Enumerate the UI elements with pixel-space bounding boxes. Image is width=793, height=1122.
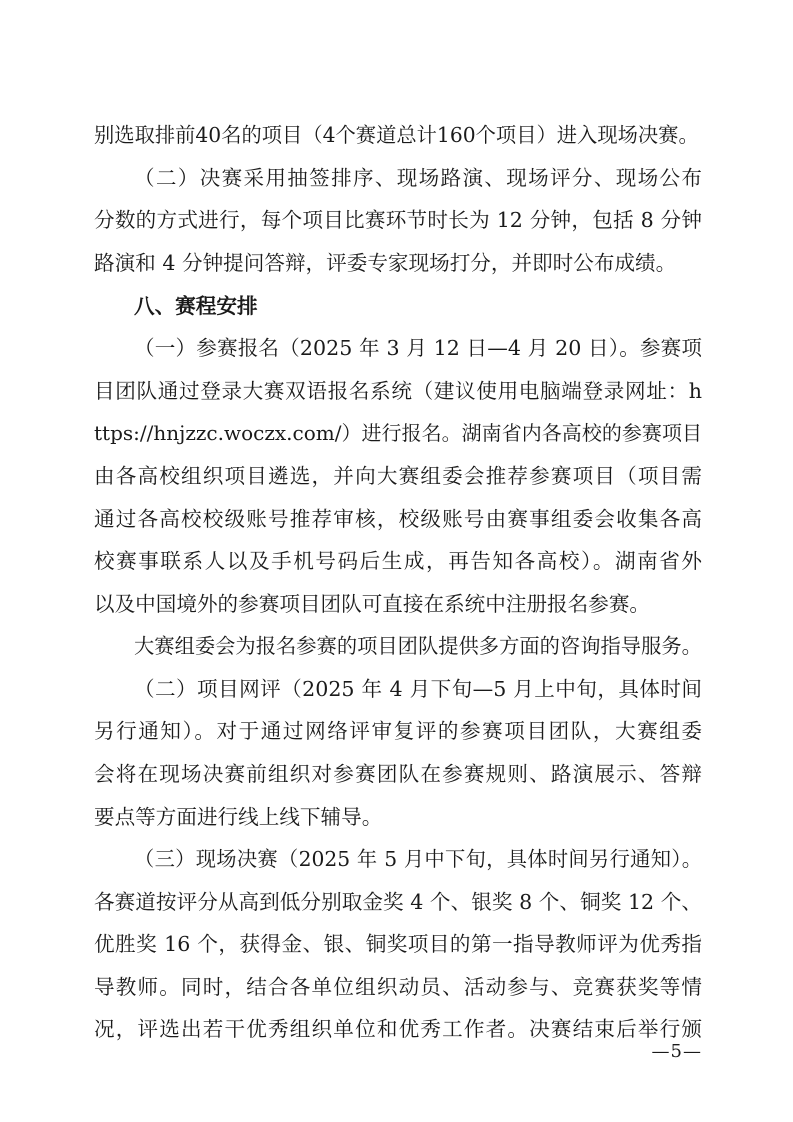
paragraph-line: 会将在现场决赛前组织对参赛团队在参赛规则、路演展示、答辩 xyxy=(94,762,702,786)
paragraph-line: 通过各高校校级账号推荐审核，校级账号由赛事组委会收集各高 xyxy=(94,507,702,531)
paragraph-line: 由各高校组织项目遴选，并向大赛组委会推荐参赛项目（项目需 xyxy=(94,464,702,488)
paragraph-line: 校赛事联系人以及手机号码后生成，再告知各高校）。湖南省外 xyxy=(94,549,702,573)
paragraph-line: 别选取排前40名的项目（4个赛道总计160个项目）进入现场决赛。 xyxy=(94,123,699,147)
paragraph-line: 况，评选出若干优秀组织单位和优秀工作者。决赛结束后举行颁 xyxy=(94,1017,702,1041)
paragraph-line: 路演和 4 分钟提问答辩，评委专家现场打分，并即时公布成绩。 xyxy=(94,251,677,275)
section-heading: 八、赛程安排 xyxy=(134,294,258,318)
paragraph-line: 大赛组委会为报名参赛的项目团队提供多方面的咨询指导服务。 xyxy=(134,634,702,658)
paragraph-line: 导教师。同时，结合各单位组织动员、活动参与、竞赛获奖等情 xyxy=(94,975,702,999)
paragraph-line: （一）参赛报名（2025 年 3 月 12 日—4 月 20 日）。参赛项 xyxy=(134,336,702,360)
paragraph-line: 要点等方面进行线上线下辅导。 xyxy=(94,805,383,829)
paragraph-line: （二）项目网评（2025 年 4 月下旬—5 月上中旬，具体时间 xyxy=(134,677,702,701)
paragraph-line: 目团队通过登录大赛双语报名系统（建议使用电脑端登录网址：h xyxy=(94,379,702,403)
paragraph-line: ttps://hnjzzc.woczx.com/）进行报名。湖南省内各高校的参赛项目 xyxy=(94,421,702,445)
paragraph-line: （三）现场决赛（2025 年 5 月中下旬，具体时间另行通知）。 xyxy=(134,847,702,871)
paragraph-line: 分数的方式进行，每个项目比赛环节时长为 12 分钟，包括 8 分钟 xyxy=(94,208,702,232)
paragraph-line: 各赛道按评分从高到低分别取金奖 4 个、银奖 8 个、铜奖 12 个、 xyxy=(94,890,702,914)
paragraph-line: 优胜奖 16 个，获得金、银、铜奖项目的第一指导教师评为优秀指 xyxy=(94,932,702,956)
paragraph-line: 以及中国境外的参赛项目团队可直接在系统中注册报名参赛。 xyxy=(94,592,651,616)
paragraph-line: （二）决赛采用抽签排序、现场路演、现场评分、现场公布 xyxy=(134,166,702,190)
page-number: —5— xyxy=(651,1041,702,1062)
paragraph-line: 另行通知）。对于通过网络评审复评的参赛项目团队，大赛组委 xyxy=(94,719,702,743)
